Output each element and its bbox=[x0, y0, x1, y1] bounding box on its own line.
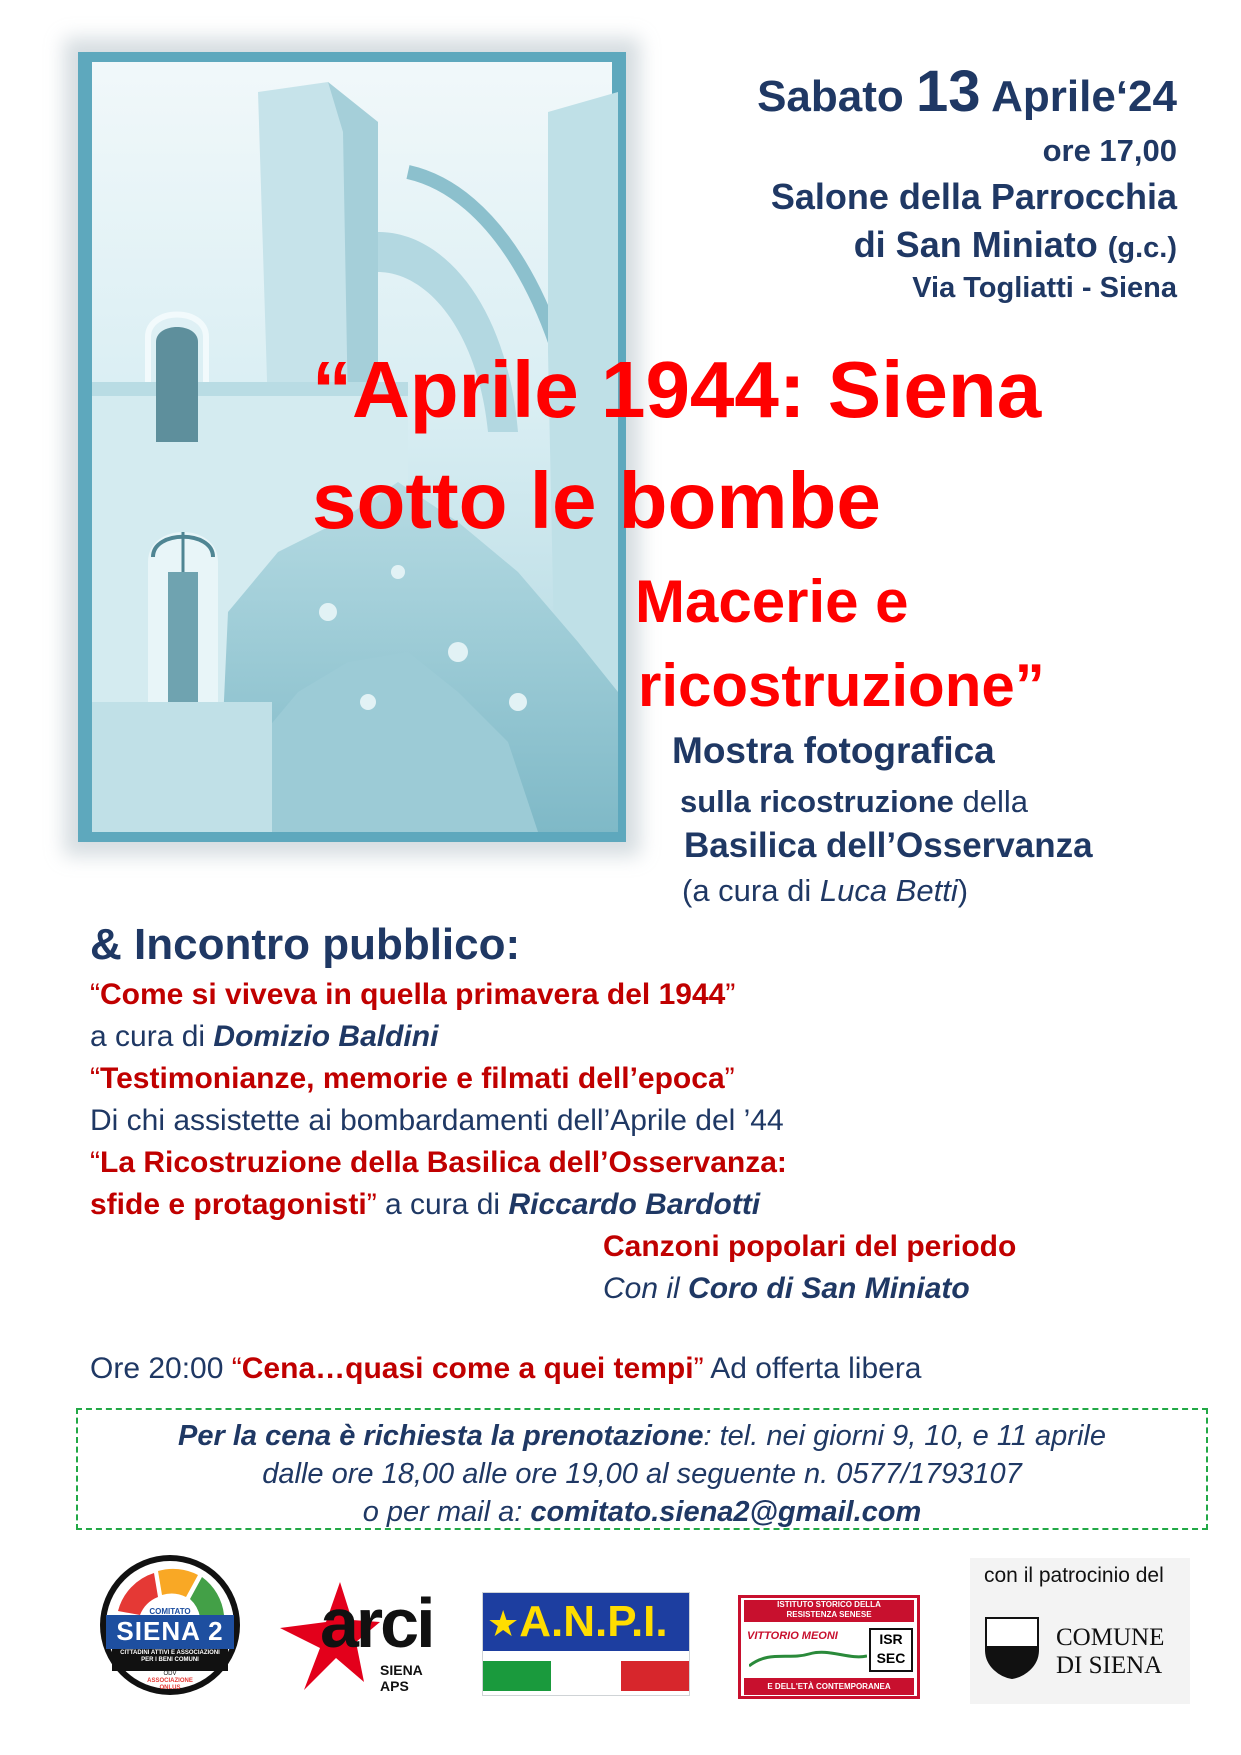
talk1-speaker: a cura di Domizio Baldini bbox=[90, 1020, 439, 1053]
patronage-text: con il patrocinio del bbox=[984, 1564, 1164, 1587]
title-line2: sotto le bombe bbox=[312, 456, 881, 545]
songs-choir: Con il Coro di San Miniato bbox=[603, 1272, 970, 1305]
booking-line2: dalle ore 18,00 alle ore 19,00 al seguente n. 0577/1793107 bbox=[262, 1458, 1022, 1490]
comune-siena-logo: con il patrocinio del COMUNE DI SIENA bbox=[970, 1558, 1190, 1704]
anpi-logo bbox=[482, 1592, 690, 1696]
ruins-photo-illustration bbox=[78, 52, 626, 842]
isrsec-logo: ISTITUTO STORICO DELLA RESISTENZA SENESE VITTORIO MEONI ISR SEC E DELL'ETÀ CONTEMPORANEA bbox=[738, 1595, 920, 1699]
historic-photo bbox=[78, 52, 626, 842]
booking-box bbox=[76, 1408, 1208, 1530]
venue-address: Via Togliatti - Siena bbox=[912, 272, 1177, 304]
songs-title: Canzoni popolari del periodo bbox=[603, 1230, 1017, 1263]
hills-icon bbox=[749, 1646, 867, 1670]
booking-line3: o per mail a: comitato.siena2@gmail.com bbox=[362, 1496, 922, 1528]
talk3-title: “La Ricostruzione della Basilica dell’Osservanza: bbox=[90, 1146, 787, 1179]
exhibit-curator: (a cura di Luca Betti) bbox=[682, 873, 969, 908]
title-line4: ricostruzione” bbox=[638, 652, 1045, 719]
exhibit-title: Mostra fotografica bbox=[672, 730, 995, 771]
talk2-title: “Testimonianze, memorie e filmati dell’epoca” bbox=[90, 1062, 735, 1095]
event-date: Sabato 13 Aprile‘24 bbox=[757, 59, 1177, 124]
talk1-title: “Come si viveva in quella primavera del 1944” bbox=[90, 978, 736, 1011]
anpi-text: ★A.N.P.I. bbox=[487, 1597, 668, 1646]
talk2-description: Di chi assistette ai bombardamenti dell’Aprile del ’44 bbox=[90, 1104, 784, 1137]
title-line1: “Aprile 1944: Siena bbox=[312, 345, 1042, 434]
exhibit-basilica: Basilica dell’Osservanza bbox=[684, 826, 1093, 865]
venue-line2: di San Miniato (g.c.) bbox=[853, 224, 1177, 265]
venue-line1: Salone della Parrocchia bbox=[770, 176, 1177, 217]
booking-email[interactable]: comitato.siena2@gmail.com bbox=[530, 1496, 922, 1528]
talk3-speaker: sfide e protagonisti” a cura di Riccardo Bardotti bbox=[90, 1188, 761, 1221]
booking-line1: Per la cena è richiesta la prenotazione: tel. nei giorni 9, 10, e 11 aprile bbox=[178, 1420, 1106, 1452]
title-line3: Macerie e bbox=[635, 568, 909, 635]
exhibit-subject: sulla ricostruzione della bbox=[680, 784, 1029, 819]
meeting-heading: & Incontro pubblico: bbox=[90, 920, 521, 969]
dinner-line: Ore 20:00 “Cena…quasi come a quei tempi” Ad offerta libera bbox=[90, 1352, 922, 1385]
arci-logo: arci SIENA APS bbox=[280, 1582, 450, 1692]
comitato-siena2-logo: COMITATO SIENA 2 CITTADINI ATTIVI E ASSOCIAZIONI PER I BENI COMUNI ODV ASSOCIAZIONE ONLUS bbox=[98, 1553, 242, 1697]
event-time: ore 17,00 bbox=[1042, 133, 1177, 168]
siena-shield-icon bbox=[984, 1616, 1040, 1680]
